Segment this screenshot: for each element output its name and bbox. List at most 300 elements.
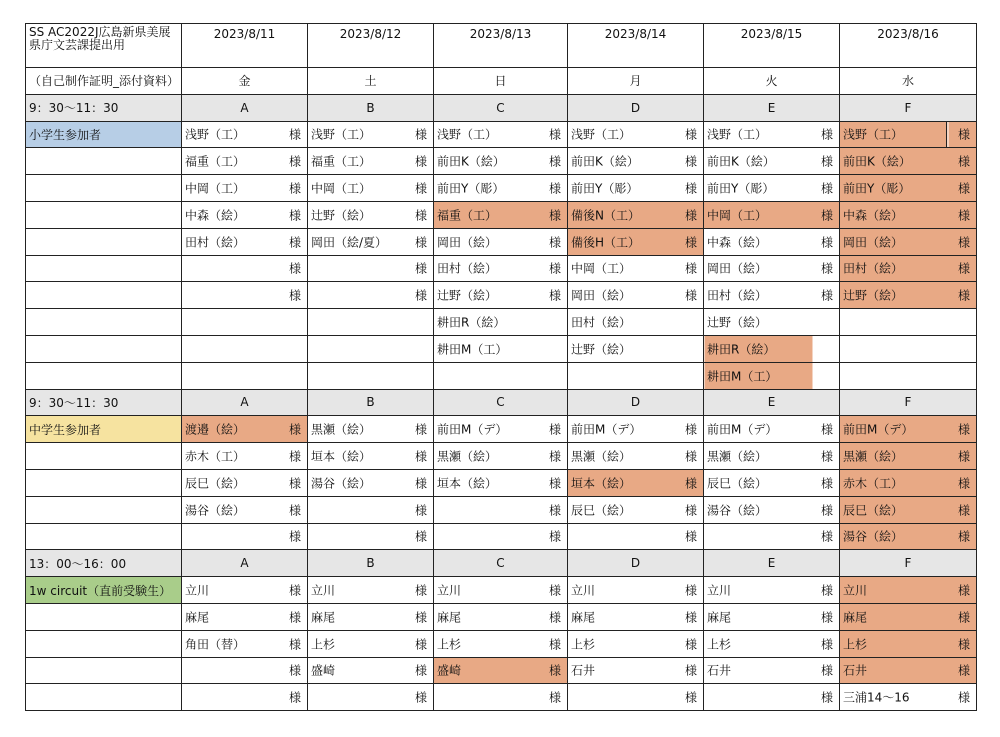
honorific-suffix: 様 bbox=[414, 529, 427, 544]
participant-cell bbox=[840, 603, 977, 630]
participant-cell bbox=[308, 684, 434, 711]
participant-name: 立川 bbox=[185, 583, 210, 598]
participant-cell bbox=[434, 175, 568, 202]
honorific-suffix: 様 bbox=[684, 449, 697, 464]
honorific-suffix: 様 bbox=[957, 503, 970, 518]
participant-cell bbox=[308, 603, 434, 630]
participant-name: 田村（絵） bbox=[571, 315, 632, 330]
participant-name: 立川 bbox=[311, 583, 336, 598]
participant-cell bbox=[568, 362, 704, 389]
participant-cell bbox=[568, 335, 704, 362]
participant-cell bbox=[568, 523, 704, 550]
honorific-suffix: 様 bbox=[288, 503, 301, 518]
honorific-suffix: 様 bbox=[684, 422, 697, 437]
participant-cell bbox=[840, 148, 977, 175]
participant-name: 黒瀬（絵） bbox=[571, 449, 632, 464]
participant-cell bbox=[568, 228, 704, 255]
category-spacer bbox=[26, 335, 182, 362]
participant-name: 立川 bbox=[571, 583, 596, 598]
category-label: 1w circuit（直前受験生） bbox=[26, 577, 182, 604]
participant-cell bbox=[182, 577, 308, 604]
category-spacer bbox=[26, 630, 182, 657]
participant-cell bbox=[434, 443, 568, 470]
participant-cell bbox=[840, 684, 977, 711]
time-slot-row bbox=[26, 550, 977, 577]
participant-name: 立川 bbox=[843, 583, 868, 598]
participant-cell bbox=[704, 282, 840, 309]
document-subtitle: 県庁文芸課提出用 bbox=[29, 38, 126, 52]
participant-name: 岡田（絵/夏） bbox=[311, 235, 388, 250]
participant-name: 盛崎 bbox=[311, 663, 336, 678]
honorific-suffix: 様 bbox=[820, 637, 833, 652]
participant-cell bbox=[182, 603, 308, 630]
participant-row bbox=[26, 309, 977, 336]
participant-cell bbox=[308, 496, 434, 523]
participant-cell bbox=[568, 175, 704, 202]
participant-name: 辰巳（絵） bbox=[185, 476, 246, 491]
participant-row bbox=[26, 443, 977, 470]
participant-name: 赤木（工） bbox=[843, 476, 904, 491]
participant-cell bbox=[704, 175, 840, 202]
participant-name: 前田K（絵） bbox=[843, 154, 911, 169]
participant-name: 辻野（絵） bbox=[707, 315, 768, 330]
participant-name: 黒瀬（絵） bbox=[437, 449, 498, 464]
honorific-suffix: 様 bbox=[414, 154, 427, 169]
participant-cell bbox=[434, 201, 568, 228]
participant-name: 麻尾 bbox=[185, 610, 210, 625]
participant-row bbox=[26, 228, 977, 255]
category-spacer bbox=[26, 309, 182, 336]
honorific-suffix: 様 bbox=[414, 663, 427, 678]
honorific-suffix: 様 bbox=[957, 583, 970, 598]
group-label: A bbox=[182, 94, 308, 121]
honorific-suffix: 様 bbox=[957, 663, 970, 678]
date-header: 2023/8/12 bbox=[308, 24, 434, 68]
honorific-suffix: 様 bbox=[957, 449, 970, 464]
honorific-suffix: 様 bbox=[957, 529, 970, 544]
participant-cell bbox=[840, 309, 977, 336]
date-header: 2023/8/14 bbox=[568, 24, 704, 68]
participant-name: 福重（工） bbox=[311, 154, 372, 169]
participant-cell bbox=[182, 684, 308, 711]
participant-name: 田村（絵） bbox=[707, 288, 768, 303]
participant-cell bbox=[434, 469, 568, 496]
participant-cell bbox=[840, 577, 977, 604]
honorific-suffix: 様 bbox=[957, 208, 970, 223]
participant-cell bbox=[182, 201, 308, 228]
honorific-suffix: 様 bbox=[288, 261, 301, 276]
participant-cell bbox=[568, 309, 704, 336]
participant-name: 石井 bbox=[571, 663, 596, 678]
honorific-suffix: 様 bbox=[288, 449, 301, 464]
participant-name: 浅野（工） bbox=[707, 127, 768, 142]
participant-cell bbox=[434, 255, 568, 282]
category-spacer bbox=[26, 603, 182, 630]
participant-cell bbox=[308, 630, 434, 657]
honorific-suffix: 様 bbox=[820, 476, 833, 491]
honorific-suffix: 様 bbox=[684, 637, 697, 652]
participant-name: 湯谷（絵） bbox=[707, 503, 768, 518]
participant-name: 浅野（工） bbox=[437, 127, 498, 142]
honorific-suffix: 様 bbox=[684, 235, 697, 250]
participant-name: 上杉 bbox=[311, 637, 336, 652]
participant-row bbox=[26, 630, 977, 657]
participant-row bbox=[26, 496, 977, 523]
participant-name: 耕田R（絵） bbox=[707, 342, 776, 357]
participant-name: 上杉 bbox=[843, 637, 868, 652]
participant-cell bbox=[704, 577, 840, 604]
participant-name: 浅野（工） bbox=[571, 127, 632, 142]
honorific-suffix: 様 bbox=[957, 637, 970, 652]
participant-cell bbox=[434, 335, 568, 362]
participant-cell bbox=[840, 335, 977, 362]
honorific-suffix: 様 bbox=[684, 583, 697, 598]
participant-cell bbox=[434, 523, 568, 550]
participant-cell bbox=[182, 362, 308, 389]
participant-cell bbox=[704, 630, 840, 657]
honorific-suffix: 様 bbox=[414, 288, 427, 303]
participant-cell bbox=[568, 630, 704, 657]
participant-cell bbox=[704, 201, 840, 228]
participant-name: 石井 bbox=[843, 663, 868, 678]
weekday-header: 金 bbox=[182, 68, 308, 95]
group-label: B bbox=[308, 550, 434, 577]
participant-name: 立川 bbox=[707, 583, 732, 598]
participant-cell bbox=[704, 684, 840, 711]
honorific-suffix: 様 bbox=[288, 154, 301, 169]
honorific-suffix: 様 bbox=[820, 610, 833, 625]
participant-name: 岡田（絵） bbox=[843, 235, 904, 250]
participant-name: 辻野（絵） bbox=[311, 208, 372, 223]
participant-cell bbox=[182, 121, 308, 148]
participant-cell bbox=[434, 121, 568, 148]
participant-name: 前田Y（彫） bbox=[707, 181, 775, 196]
participant-name: 上杉 bbox=[707, 637, 732, 652]
participant-name: 黒瀬（絵） bbox=[311, 422, 372, 437]
participant-cell bbox=[568, 657, 704, 684]
participant-name: 湯谷（絵） bbox=[843, 529, 904, 544]
honorific-suffix: 様 bbox=[288, 583, 301, 598]
participant-name: 岡田（絵） bbox=[571, 288, 632, 303]
participant-name: 辰巳（絵） bbox=[843, 503, 904, 518]
honorific-suffix: 様 bbox=[548, 235, 561, 250]
date-row bbox=[26, 24, 977, 68]
participant-name: 中森（絵） bbox=[707, 235, 768, 250]
honorific-suffix: 様 bbox=[414, 208, 427, 223]
participant-name: 立川 bbox=[437, 583, 462, 598]
participant-row bbox=[26, 175, 977, 202]
honorific-suffix: 様 bbox=[548, 449, 561, 464]
participant-cell bbox=[568, 121, 704, 148]
honorific-suffix: 様 bbox=[414, 127, 427, 142]
participant-cell bbox=[568, 443, 704, 470]
honorific-suffix: 様 bbox=[548, 288, 561, 303]
participant-name: 中岡（工） bbox=[185, 181, 246, 196]
participant-cell bbox=[434, 684, 568, 711]
participant-name: 前田K（絵） bbox=[571, 154, 639, 169]
participant-cell bbox=[182, 496, 308, 523]
honorific-suffix: 様 bbox=[548, 663, 561, 678]
participant-name: 前田K（絵） bbox=[437, 154, 505, 169]
participant-cell bbox=[434, 657, 568, 684]
participant-row bbox=[26, 416, 977, 443]
participant-cell bbox=[568, 148, 704, 175]
honorific-suffix: 様 bbox=[957, 181, 970, 196]
participant-cell bbox=[704, 657, 840, 684]
participant-cell bbox=[704, 121, 840, 148]
document-title-cell bbox=[26, 24, 182, 68]
participant-name: 耕田M（工） bbox=[707, 369, 778, 384]
participant-name: 渡邉（絵） bbox=[185, 422, 246, 437]
participant-cell bbox=[434, 228, 568, 255]
participant-name: 前田M（デ） bbox=[843, 422, 914, 437]
honorific-suffix: 様 bbox=[820, 690, 833, 705]
participant-cell bbox=[704, 496, 840, 523]
participant-cell bbox=[840, 201, 977, 228]
participant-cell bbox=[434, 496, 568, 523]
participant-name: 垣本（絵） bbox=[437, 476, 498, 491]
time-slot-label: 9：30〜11：30 bbox=[26, 94, 182, 121]
participant-name: 中岡（工） bbox=[571, 261, 632, 276]
group-label: F bbox=[840, 389, 977, 416]
participant-name: 三浦14〜16 bbox=[843, 690, 910, 705]
honorific-suffix: 様 bbox=[957, 261, 970, 276]
participant-cell bbox=[308, 523, 434, 550]
participant-cell bbox=[704, 309, 840, 336]
participant-name: 前田M（デ） bbox=[437, 422, 508, 437]
time-slot-label: 9：30〜11：30 bbox=[26, 389, 182, 416]
time-slot-row bbox=[26, 94, 977, 121]
honorific-suffix: 様 bbox=[548, 127, 561, 142]
participant-name: 辻野（絵） bbox=[571, 342, 632, 357]
participant-name: 垣本（絵） bbox=[571, 476, 632, 491]
honorific-suffix: 様 bbox=[684, 529, 697, 544]
category-spacer bbox=[26, 255, 182, 282]
participant-name: 浅野（工） bbox=[843, 127, 904, 142]
category-spacer bbox=[26, 201, 182, 228]
participant-cell bbox=[840, 443, 977, 470]
honorific-suffix: 様 bbox=[288, 208, 301, 223]
honorific-suffix: 様 bbox=[820, 208, 833, 223]
honorific-suffix: 様 bbox=[820, 449, 833, 464]
participant-name: 麻尾 bbox=[843, 610, 868, 625]
honorific-suffix: 様 bbox=[820, 663, 833, 678]
participant-name: 中岡（工） bbox=[311, 181, 372, 196]
participant-cell bbox=[182, 657, 308, 684]
participant-name: 備後N（工） bbox=[571, 208, 640, 223]
participant-name: 岡田（絵） bbox=[437, 235, 498, 250]
participant-row bbox=[26, 523, 977, 550]
participant-cell bbox=[704, 416, 840, 443]
honorific-suffix: 様 bbox=[684, 503, 697, 518]
participant-name: 黒瀬（絵） bbox=[707, 449, 768, 464]
category-spacer bbox=[26, 148, 182, 175]
participant-cell bbox=[568, 496, 704, 523]
participant-row bbox=[26, 121, 977, 148]
honorific-suffix: 様 bbox=[288, 610, 301, 625]
honorific-suffix: 様 bbox=[957, 127, 970, 142]
honorific-suffix: 様 bbox=[548, 208, 561, 223]
participant-name: 田村（絵） bbox=[843, 261, 904, 276]
category-spacer bbox=[26, 362, 182, 389]
honorific-suffix: 様 bbox=[288, 663, 301, 678]
participant-name: 中森（絵） bbox=[843, 208, 904, 223]
honorific-suffix: 様 bbox=[820, 154, 833, 169]
participant-name: 麻尾 bbox=[437, 610, 462, 625]
participant-cell bbox=[182, 255, 308, 282]
group-label: A bbox=[182, 389, 308, 416]
honorific-suffix: 様 bbox=[414, 637, 427, 652]
participant-cell bbox=[434, 416, 568, 443]
participant-cell bbox=[308, 577, 434, 604]
participant-cell bbox=[182, 282, 308, 309]
honorific-suffix: 様 bbox=[548, 154, 561, 169]
participant-cell bbox=[182, 469, 308, 496]
participant-name: 前田Y（彫） bbox=[437, 181, 505, 196]
participant-cell bbox=[568, 469, 704, 496]
participant-cell bbox=[568, 603, 704, 630]
group-label: D bbox=[568, 389, 704, 416]
honorific-suffix: 様 bbox=[548, 503, 561, 518]
participant-name: 上杉 bbox=[571, 637, 596, 652]
honorific-suffix: 様 bbox=[684, 127, 697, 142]
honorific-suffix: 様 bbox=[414, 583, 427, 598]
date-header: 2023/8/16 bbox=[840, 24, 977, 68]
group-label: E bbox=[704, 94, 840, 121]
participant-cell bbox=[308, 228, 434, 255]
participant-row bbox=[26, 362, 977, 389]
participant-cell bbox=[840, 469, 977, 496]
participant-cell bbox=[308, 121, 434, 148]
category-spacer bbox=[26, 523, 182, 550]
honorific-suffix: 様 bbox=[548, 261, 561, 276]
participant-cell bbox=[704, 523, 840, 550]
honorific-suffix: 様 bbox=[957, 610, 970, 625]
participant-name: 田村（絵） bbox=[437, 261, 498, 276]
honorific-suffix: 様 bbox=[684, 288, 697, 303]
group-label: F bbox=[840, 94, 977, 121]
participant-name: 石井 bbox=[707, 663, 732, 678]
participant-name: 前田Y（彫） bbox=[571, 181, 639, 196]
participant-row bbox=[26, 335, 977, 362]
honorific-suffix: 様 bbox=[820, 127, 833, 142]
participant-cell bbox=[840, 362, 977, 389]
group-label: C bbox=[434, 94, 568, 121]
participant-cell bbox=[434, 282, 568, 309]
participant-cell bbox=[840, 657, 977, 684]
schedule-table bbox=[25, 23, 977, 711]
participant-cell bbox=[434, 362, 568, 389]
honorific-suffix: 様 bbox=[414, 449, 427, 464]
honorific-suffix: 様 bbox=[820, 235, 833, 250]
document-title: SS AC2022J広島新県美展 bbox=[29, 25, 171, 39]
participant-cell bbox=[434, 577, 568, 604]
participant-cell bbox=[704, 603, 840, 630]
category-spacer bbox=[26, 443, 182, 470]
honorific-suffix: 様 bbox=[288, 637, 301, 652]
participant-cell bbox=[182, 148, 308, 175]
participant-name: 湯谷（絵） bbox=[185, 503, 246, 518]
honorific-suffix: 様 bbox=[684, 181, 697, 196]
participant-name: 麻尾 bbox=[311, 610, 336, 625]
participant-name: 辰巳（絵） bbox=[571, 503, 632, 518]
honorific-suffix: 様 bbox=[548, 637, 561, 652]
participant-row bbox=[26, 603, 977, 630]
participant-name: 浅野（工） bbox=[185, 127, 246, 142]
honorific-suffix: 様 bbox=[820, 583, 833, 598]
participant-cell bbox=[568, 201, 704, 228]
category-spacer bbox=[26, 282, 182, 309]
participant-cell bbox=[308, 148, 434, 175]
honorific-suffix: 様 bbox=[548, 422, 561, 437]
participant-name: 浅野（工） bbox=[311, 127, 372, 142]
honorific-suffix: 様 bbox=[820, 261, 833, 276]
group-label: B bbox=[308, 389, 434, 416]
honorific-suffix: 様 bbox=[957, 154, 970, 169]
weekday-header: 火 bbox=[704, 68, 840, 95]
weekday-row bbox=[26, 68, 977, 95]
honorific-suffix: 様 bbox=[288, 476, 301, 491]
participant-cell bbox=[434, 630, 568, 657]
group-label: B bbox=[308, 94, 434, 121]
group-label: A bbox=[182, 550, 308, 577]
honorific-suffix: 様 bbox=[957, 288, 970, 303]
participant-cell bbox=[308, 657, 434, 684]
group-label: D bbox=[568, 550, 704, 577]
participant-cell bbox=[840, 255, 977, 282]
participant-row bbox=[26, 577, 977, 604]
honorific-suffix: 様 bbox=[414, 476, 427, 491]
group-label: C bbox=[434, 550, 568, 577]
participant-name: 中森（絵） bbox=[185, 208, 246, 223]
honorific-suffix: 様 bbox=[548, 476, 561, 491]
honorific-suffix: 様 bbox=[414, 261, 427, 276]
honorific-suffix: 様 bbox=[684, 208, 697, 223]
participant-cell bbox=[308, 416, 434, 443]
category-label: 小学生参加者 bbox=[26, 121, 182, 148]
participant-cell bbox=[434, 603, 568, 630]
participant-cell bbox=[704, 228, 840, 255]
participant-name: 辻野（絵） bbox=[437, 288, 498, 303]
honorific-suffix: 様 bbox=[684, 154, 697, 169]
participant-row bbox=[26, 255, 977, 282]
participant-cell bbox=[182, 443, 308, 470]
honorific-suffix: 様 bbox=[414, 181, 427, 196]
participant-cell bbox=[568, 577, 704, 604]
participant-name: 福重（工） bbox=[185, 154, 246, 169]
participant-name: 麻尾 bbox=[571, 610, 596, 625]
date-header: 2023/8/11 bbox=[182, 24, 308, 68]
honorific-suffix: 様 bbox=[288, 181, 301, 196]
participant-cell bbox=[182, 630, 308, 657]
participant-cell bbox=[308, 443, 434, 470]
honorific-suffix: 様 bbox=[820, 288, 833, 303]
group-label: E bbox=[704, 389, 840, 416]
participant-name: 岡田（絵） bbox=[707, 261, 768, 276]
participant-cell bbox=[434, 148, 568, 175]
participant-cell bbox=[308, 201, 434, 228]
weekday-header: 月 bbox=[568, 68, 704, 95]
participant-cell bbox=[704, 335, 840, 362]
honorific-suffix: 様 bbox=[684, 690, 697, 705]
participant-name: 耕田M（工） bbox=[437, 342, 508, 357]
participant-cell bbox=[182, 228, 308, 255]
honorific-suffix: 様 bbox=[684, 261, 697, 276]
participant-cell bbox=[840, 523, 977, 550]
participant-cell bbox=[704, 255, 840, 282]
category-spacer bbox=[26, 684, 182, 711]
participant-cell bbox=[308, 175, 434, 202]
